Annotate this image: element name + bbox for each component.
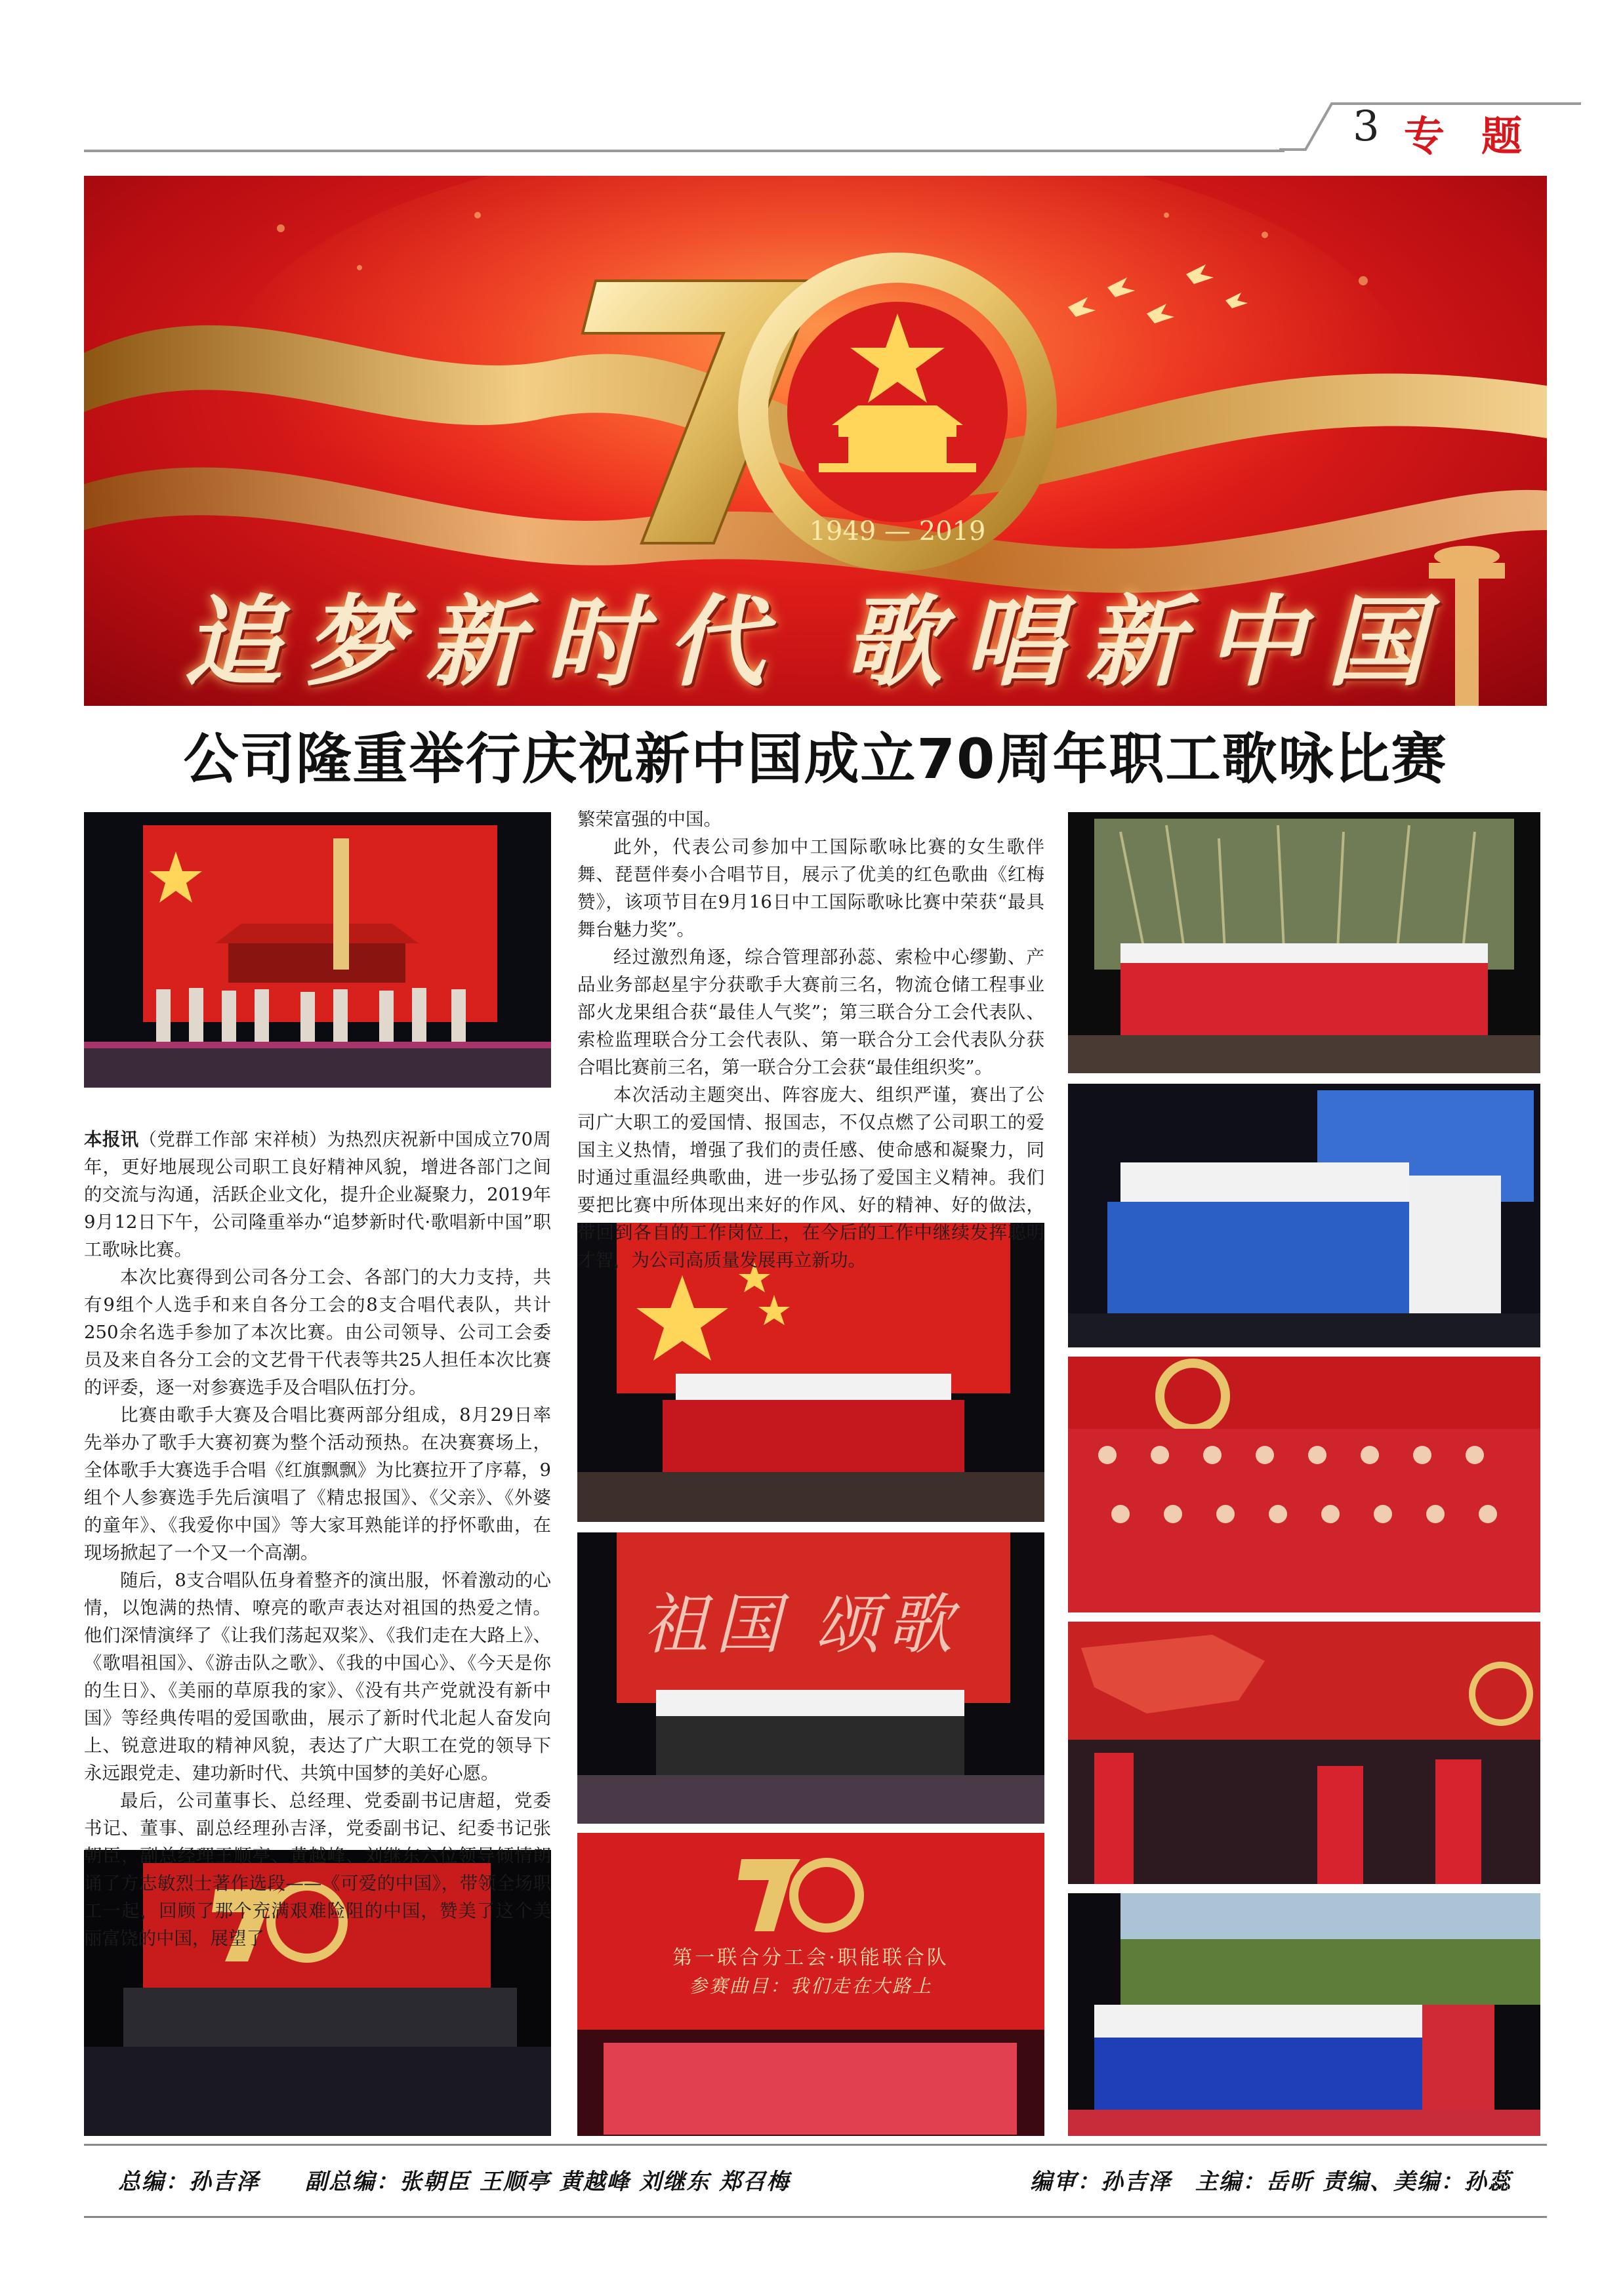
lead-tag: 本报讯 (84, 1129, 139, 1150)
photo-choir-calligraphy (577, 1532, 1044, 1824)
photo-choir-map (1068, 1622, 1540, 1884)
photo-choir-grassland (1068, 1893, 1540, 2136)
photo5-screen-text: 祖国 颂歌 (643, 1586, 959, 1663)
section-title: 专题 (1404, 112, 1559, 160)
paragraph-3: 比赛由歌手大赛及合唱比赛两部分组成，8月29日率先举办了歌手大赛初赛为整个活动预热。在决赛赛场上，全体歌手大赛选手合唱《红旗飘飘》为比赛拉开了序幕，9组个人参赛选手先后演唱了《精忠报国》、《父亲》、《外婆的童年》、《我爱你中国》等大家耳熟能详的抒怀歌曲，在现场掀起了一个又一个高潮。 (84, 1404, 551, 1563)
paragraph-1: 为热烈庆祝新中国成立70周年，更好地展现公司职工良好精神风貌，增进各部门之间的交流与沟通，活跃企业文化，提升企业凝聚力，2019年9月12日下午，公司隆重举办“追梦新时代·歌唱新中国”职工歌咏比赛。 (84, 1129, 551, 1260)
headline: 公司隆重举行庆祝新中国成立70周年职工歌咏比赛 (183, 727, 1448, 791)
photo6-song-line: 参赛曲目：我们走在大路上 (688, 1975, 933, 1997)
hero-banner (84, 176, 1547, 706)
article-column-middle (577, 806, 1044, 1274)
paragraph-4: 随后，8支合唱队伍身着整齐的演出服，怀着激动的心情，以饱满的热情、嘹亮的歌声表达对祖国的热爱之情。他们深情演绎了《让我们荡起双桨》、《我们走在大路上》、《歌唱祖国》、《游击队之歌》、《我的中国心》、《今天是你的生日》、《美丽的草原我的家》、《没有共产党就没有新中国》等经典传唱的爱国歌曲，展示了新时代北起人奋发向上、锐意进取的精神风貌，表达了广大职工在党的领导下永远跟党走、建功新时代、共筑中国梦的美好心愿。 (84, 1570, 551, 1784)
photo-award-stage (84, 812, 551, 1088)
credit-review: 编审：孙吉泽 (1030, 2169, 1172, 2195)
page-number: 3 (1353, 102, 1380, 151)
paragraph-5: 最后，公司董事长、总经理、党委副书记唐超，党委书记、董事、副总经理孙吉泽，党委副书记、纪委书记张朝臣，副总经理王顺亭、黄越峰、刘继东六位领导倾情朗诵了方志敏烈士著作选段——《可爱的中国》，带领全场职工一起，回顾了那个充满艰难险阻的中国，赞美了这个美丽富饶的中国，展望了 (84, 1790, 551, 1949)
photo-choir-red-polo (1068, 1357, 1540, 1612)
article-column-left (84, 1126, 551, 1952)
photo6-team-line: 第一联合分工会·职能联合队 (672, 1946, 949, 1969)
banner-slogan: 追梦新时代 歌唱新中国 (183, 584, 1448, 700)
paragraph-5-continued: 繁荣富强的中国。 (577, 809, 722, 830)
credit-chief-editor: 总编：孙吉泽 (118, 2169, 260, 2195)
emblem-years: 1949 — 2019 (809, 516, 986, 546)
photo-choir-branded (577, 1833, 1044, 2136)
paragraph-8: 本次活动主题突出、阵容庞大、组织严谨，赛出了公司广大职工的爱国情、报国志，不仅点燃了公司职工的爱国主义热情，增强了我们的责任感、使命感和凝聚力，同时通过重温经典歌曲，进一步弘扬了爱国主义精神。我们要把比赛中所体现出来好的作风、好的精神、好的做法，带回到各自的工作岗位上，在今后的工作中继续发挥聪明才智，为公司高质量发展再立新功。 (577, 1084, 1044, 1271)
header-rule (84, 150, 1284, 152)
credit-art-editor: 责编、美编：孙蕊 (1323, 2169, 1511, 2195)
paragraph-6: 此外，代表公司参加中工国际歌咏比赛的女生歌伴舞、琵琶伴奏小合唱节目，展示了优美的红色歌曲《红梅赞》，该项节目在9月16日中工国际歌咏比赛中荣获“最具舞台魅力奖”。 (577, 836, 1044, 940)
credit-deputy-editors: 副总编：张朝臣 王顺亭 黄越峰 刘继东 郑召梅 (305, 2169, 791, 2195)
photo-choir-wheat (1068, 812, 1540, 1073)
credit-managing-editor: 主编：岳昕 (1195, 2169, 1313, 2195)
footer-rule-bottom (84, 2216, 1547, 2218)
lead-source: （党群工作部 宋祥桢） (138, 1129, 327, 1150)
photo-choir-blue (1068, 1084, 1540, 1347)
paragraph-7: 经过激烈角逐，综合管理部孙蕊、索检中心缪勤、产品业务部赵星宇分获歌手大赛前三名，物流仓储工程事业部火龙果组合获“最佳人气奖”；第三联合分工会代表队、索检监理联合分工会代表队、第一联合分工会代表队分获合唱比赛前三名，第一联合分工会获“最佳组织奖”。 (577, 947, 1044, 1078)
footer-rule-top (84, 2144, 1547, 2146)
paragraph-2: 本次比赛得到公司各分工会、各部门的大力支持，共有9组个人选手和来自各分工会的8支合唱代表队，共计250余名选手参加了本次比赛。由公司领导、公司工会委员及来自各分工会的文艺骨干代表等共25人担任本次比赛的评委，逐一对参赛选手及合唱队伍打分。 (84, 1267, 551, 1398)
